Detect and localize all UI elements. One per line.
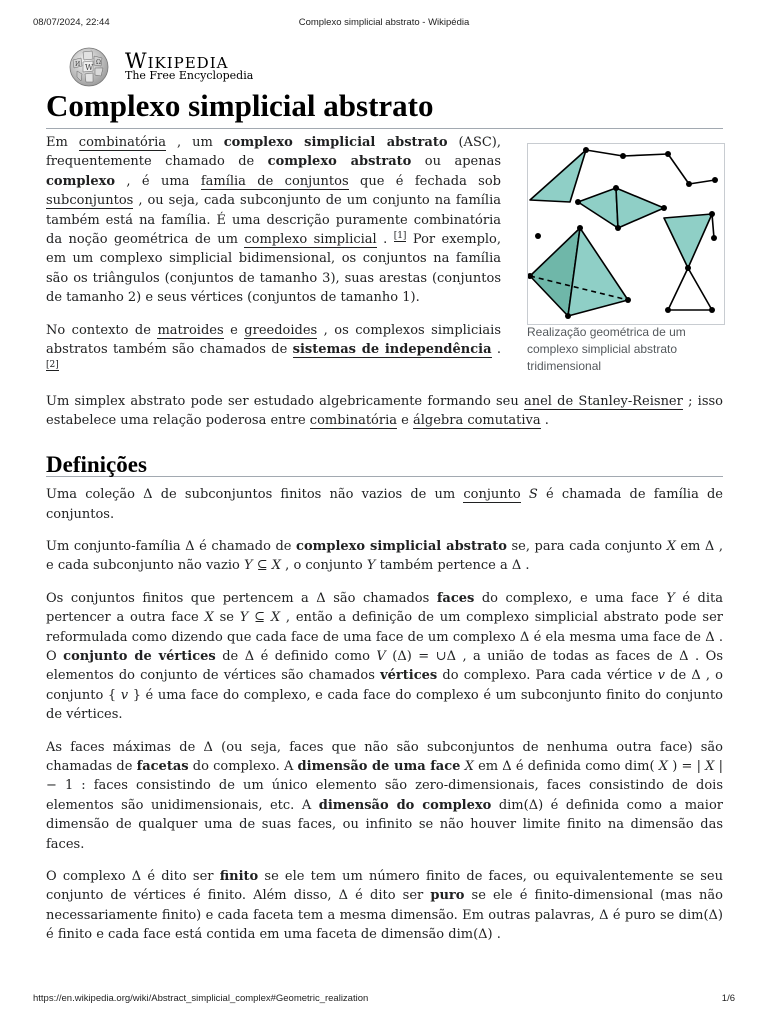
- intro-paragraph: Em combinatória , um complexo simplicial abstrato (ASC), frequentemente chamado de complexo abstrato ou apenas complexo , é uma família de conjuntos que é fechada sob subconjuntos , ou seja, cada subconjunto de um conjunto na família também está na família. É uma descrição puramente combinatória da noção geométrica de um complexo simplicial . [1] Por exemplo, em um complexo simplicial bidimensional, os conjuntos na família são os triângulos (conjuntos de tamanho 3), suas arestas (conjuntos de tamanho 2) e seus vértices (conjuntos de tamanho 1).: [46, 135, 502, 306]
- definition-paragraph-3: Os conjuntos finitos que pertencem a Δ são chamados faces do complexo, e uma face Y é dita pertencer a outra face X se Y ⊆ X , então a definição de um complexo simplicial abstrato pode ser reformulada como dizendo que cada face de uma face de um complexo Δ é ela mesma uma face de Δ . O conjunto de vértices de Δ é definido como V (Δ) = ∪Δ , a união de todas as faces de Δ . Os elementos do conjunto de vértices são chamados vértices do complexo. Para cada vértice v de Δ , o conjunto { v } é uma face do complexo, e cada face do complexo é um subconjunto finito do conjunto de vértices.: [46, 590, 723, 723]
- definition-paragraph-4: As faces máximas de Δ (ou seja, faces que não são subconjuntos de nenhuma outra face) são chamadas de facetas do complexo. A dimensão de uma face X em Δ é definida como dim( X ) = | X | − 1 : faces consistindo de um único elemento são zero-dimensionais, faces consistindo de dois elementos são unidimensionais, etc. A dimensão do complexo dim(Δ) é definida como a maior dimensão de qualquer uma de suas faces, ou infinito se não houver limite finito na dimensão das faces.: [46, 739, 723, 852]
- stanley-reisner-paragraph: Um simplex abstrato pode ser estudado algebricamente formando seu anel de Stanley-Reisner ; isso estabelece uma relação poderosa entre combinatória e álgebra comutativa .: [46, 393, 723, 429]
- page-title: Complexo simplicial abstrato: [46, 88, 434, 123]
- context-paragraph: No contexto de matroides e greedoides , os complexos simpliciais abstratos também são chamados de sistemas de independência . [2]: [46, 322, 502, 371]
- link-conjunto[interactable]: conjunto: [463, 487, 521, 503]
- link-anel-stanley-reisner[interactable]: anel de Stanley-Reisner: [523, 393, 683, 409]
- reference-1[interactable]: [1]: [393, 230, 407, 241]
- section-divider: [46, 451, 723, 477]
- svg-text:W: W: [85, 63, 94, 72]
- print-page-title: Complexo simplicial abstrato - Wikipédia: [298, 17, 470, 28]
- link-sistemas-de-independencia[interactable]: sistemas de independência: [292, 342, 492, 358]
- print-footer: [33, 993, 735, 1007]
- link-algebra-comutativa[interactable]: álgebra comutativa: [412, 413, 541, 429]
- wikipedia-tagline: The Free Encyclopedia: [125, 69, 254, 82]
- definition-paragraph-1: Uma coleção Δ de subconjuntos finitos não vazios de um conjunto S é chamada de família de conjuntos.: [46, 487, 723, 522]
- link-complexo-simplicial[interactable]: complexo simplicial: [244, 232, 377, 248]
- svg-text:Ω: Ω: [96, 59, 101, 66]
- link-combinatoria-2[interactable]: combinatória: [309, 413, 398, 429]
- print-date: 08/07/2024, 22:44: [33, 17, 110, 28]
- article-body: [46, 133, 723, 958]
- link-familia-de-conjuntos[interactable]: família de conjuntos: [200, 173, 349, 189]
- wikipedia-globe-icon: [65, 44, 117, 88]
- figure-caption: Realização geométrica de um complexo simplicial abstrato tridimensional: [527, 325, 686, 373]
- print-page-number: 1/6: [721, 993, 735, 1004]
- print-url: https://en.wikipedia.org/wiki/Abstract_simplicial_complex#Geometric_realization: [33, 993, 369, 1004]
- wikipedia-wordmark: Wikipedia: [125, 49, 229, 73]
- link-matroides[interactable]: matroides: [157, 322, 224, 338]
- print-header: [33, 17, 735, 31]
- reference-2[interactable]: [2]: [46, 360, 59, 371]
- link-greedoides[interactable]: greedoides: [244, 322, 318, 338]
- link-subconjuntos[interactable]: subconjuntos: [46, 193, 134, 209]
- svg-text:И: И: [75, 61, 81, 68]
- section-heading-definicoes: Definições: [46, 451, 147, 477]
- title-divider: [46, 128, 723, 129]
- link-combinatoria[interactable]: combinatória: [78, 135, 167, 150]
- definition-paragraph-2: Um conjunto-família Δ é chamado de complexo simplicial abstrato se, para cada conjunto X em Δ , e cada subconjunto não vazio Y ⊆ X , o conjunto Y também pertence a Δ .: [46, 538, 723, 574]
- definition-paragraph-5: O complexo Δ é dito ser finito se ele tem um número finito de faces, ou equivalentemente se seu conjunto de vértices é finito. Além disso, Δ é dito ser puro se ele é finito-dimensional (mas não necessariamente finito) e cada faceta tem a mesma dimensão. Em outras palavras, Δ é puro se dim(Δ) é finito e cada face está contida em uma faceta de dimensão dim(Δ) .: [46, 869, 723, 943]
